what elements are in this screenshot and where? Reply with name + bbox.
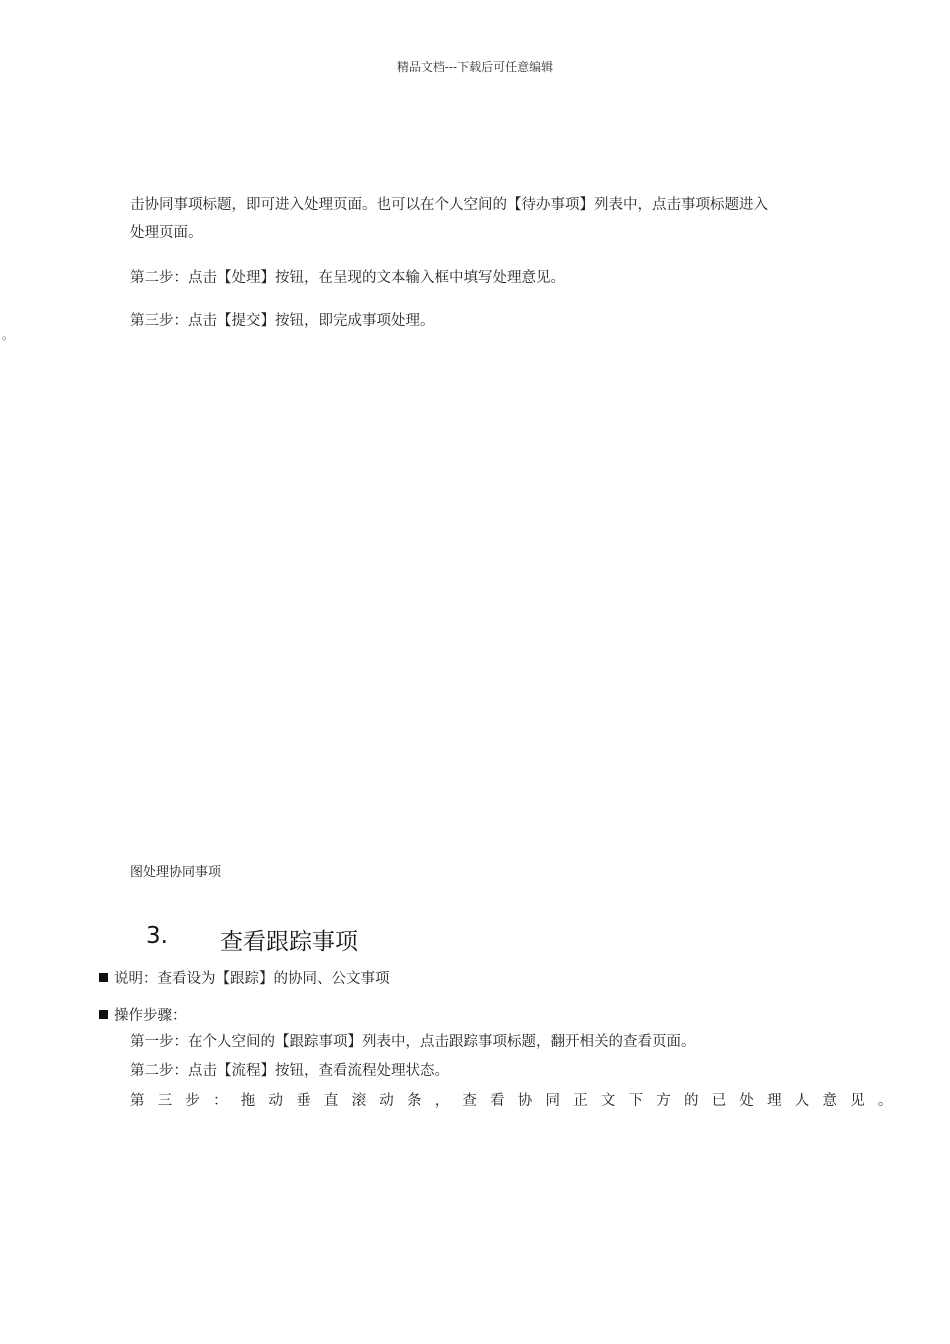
square-bullet-icon — [99, 973, 108, 982]
track-step-1: 第一步：在个人空间的【跟踪事项】列表中，点击跟踪事项标题，翻开相关的查看页面。 — [130, 1034, 696, 1050]
square-bullet-icon — [99, 1010, 108, 1019]
step-2-process: 第二步：点击【处理】按钮，在呈现的文本输入框中填写处理意见。 — [130, 270, 565, 286]
intro-line-2: 处理页面。 — [130, 225, 203, 241]
stray-punctuation: 。 — [2, 328, 15, 342]
description-text: 说明：查看设为【跟踪】的协同、公文事项 — [114, 971, 390, 987]
track-step-2: 第二步：点击【流程】按钮，查看流程处理状态。 — [130, 1063, 449, 1079]
intro-line-1: 击协同事项标题，即可进入处理页面。也可以在个人空间的【待办事项】列表中，点击事项标题进入 — [130, 197, 768, 213]
steps-heading-text: 操作步骤： — [114, 1008, 187, 1024]
bullet-steps-heading — [99, 1004, 187, 1025]
page-header: 精品文档---下载后可任意编辑 — [396, 60, 554, 74]
track-step-3: 第三步：拖动垂直滚动条，查看协同正文下方的已处理人意见。 — [130, 1093, 906, 1109]
step-3-submit: 第三步：点击【提交】按钮，即完成事项处理。 — [130, 313, 435, 329]
section-title: 查看跟踪事项 — [220, 929, 358, 955]
section-number: 3. — [146, 923, 168, 949]
bullet-description — [99, 967, 390, 988]
figure-caption: 图处理协同事项 — [130, 865, 222, 880]
